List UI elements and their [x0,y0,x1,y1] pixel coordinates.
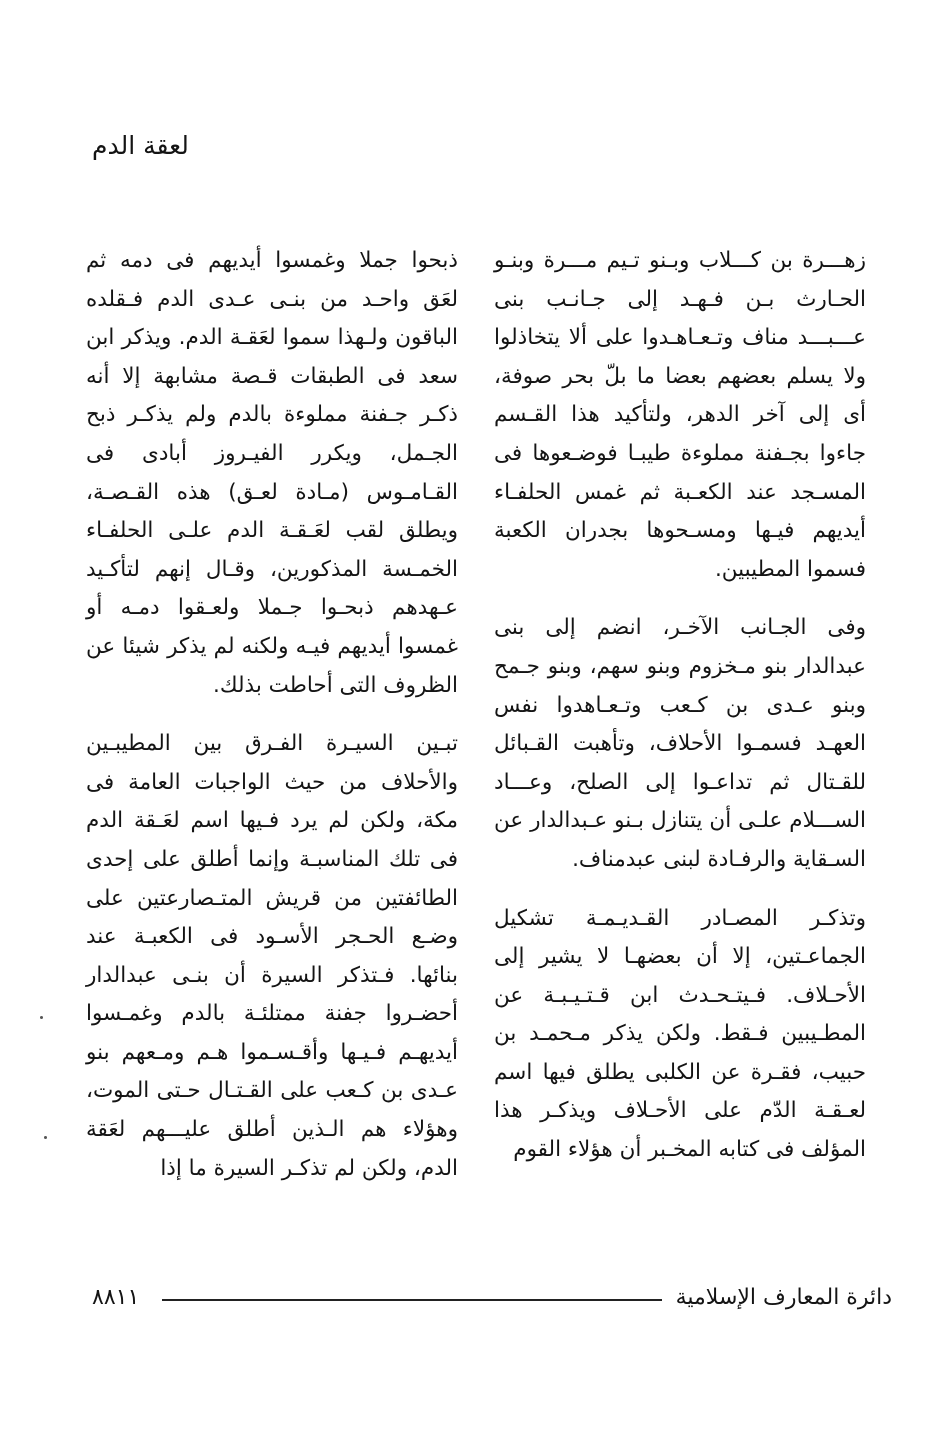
right-text-column [494,242,866,1170]
scan-speck [44,1136,47,1139]
paragraph: زهـــرة بن كـــلاب وبـنو تـيم مـــرة وبنـو الحـارث بـن فـهـد إلى جـانـب بنى عـــبـــد مناف وتـعـاهـدوا على ألا يتخاذلوا ولا يسلم بعضهم بعضا ما بلّ بحر صوفة، أى إلى آخر الدهر، ولتأكيد هذا القـسم جاءوا بجـفنة مملوءة طيبـا فوضـعوها فى المسـجد عند الكعـبة ثم غمس الحلفـاء أيديهم فيـها ومسـحوها بجدران الكعبة فسموا المطيبين. [494,248,866,582]
footer-divider [162,1299,662,1301]
paragraph: ذبحوا جملا وغمسوا أيديهم فى دمه ثم لعَق واحـد من بنـى عـدى الدم فـقلده الباقون ولـهذا سموا لعَقـة الدم. ويذكر ابن سعد فى الطبقات قـصة مشابهة إلا أنه ذكـر جـفنة مملوءة بالدم ولم يذكـر ذبح الجـمل، ويكرر الفيـروز أبادى فى القـامـوس (مـادة لعـق) هذه القـصـة، ويطلق لقب لعَـقـة الدم علـى الحلفـاء الخمـسة المذكورين، وقـال إنهم لتأكـيد عـهدهم ذبحـوا جـملا ولعـقوا دمـه أو غمسوا أيديهم فيـه ولكنه لم يذكر شيئا عن الظروف التى أحاطت بذلك. [86,248,458,698]
paragraph: وفى الجـانب الآخـر، انضم إلى بنى عبدالدار بنو مـخزوم وبنو سهم، وبنو جـمح وبنو عـدى بن كـعب وتـعـاهدوا نفس العهـد فسمـوا الأحلاف، وتأهبت القـبائل للقـتال ثم تداعـوا إلى الصلح، وعـــاد الســـلام علـى أن يتنازل بـنو عـبدالدار عن السـقاية والرفـادة لبنى عبدمناف. [494,615,866,872]
page-number: ٨٨١١ [92,1285,140,1310]
paragraph: وتذكـر المصـادر القـديـمـة تشكيل الجماعـتين، إلا أن بعضهـا لا يشير إلى الأحـلاف. فـيتـحـدث ابن قـتـيـبـة عن المطـيبين فـقط. ولكن يذكر مـحمـد بن حبيب، فقـرة عن الكلبى يطلق فيها اسم لعـقـة الدّم على الأحـلاف ويذكـر هذا المؤلف فى كتابه المخـبر أن هؤلاء القوم [494,905,866,1163]
scan-speck [40,1016,43,1019]
paragraph: تبـين السيـرة الفـرق بين المطيبـين والأحلاف من حيث الواجبات العامة فى مكة، ولكن لم يرد فـيها اسم لعَـقة الدم فى تلك المناسبـة وإنما أطلق على إحدى الطائفتين من قريش المتـصارعتين على وضـع الحـجر الأسـود فى الكعبـة عند بنائها. فـتذكر السيرة أن بنـى عبدالدار أحضـروا جفنة ممتلئـة بالدم وغمـسوا أيديهـم فـيـها وأقـسـموا هـم ومـعهم بنو عـدى بن كـعب على القـتـال حـتى الموت، وهؤلاء هم الـذين أطلق عليـــهم لعَقة الدم، ولكن لم تذكـر السيرة ما إذا [86,731,458,1181]
page-footer [92,1280,892,1316]
publication-title: دائرة المعارف الإسلامية [675,1285,892,1310]
left-text-column [86,242,458,1188]
page-running-title: لعقة الدم [92,131,189,160]
